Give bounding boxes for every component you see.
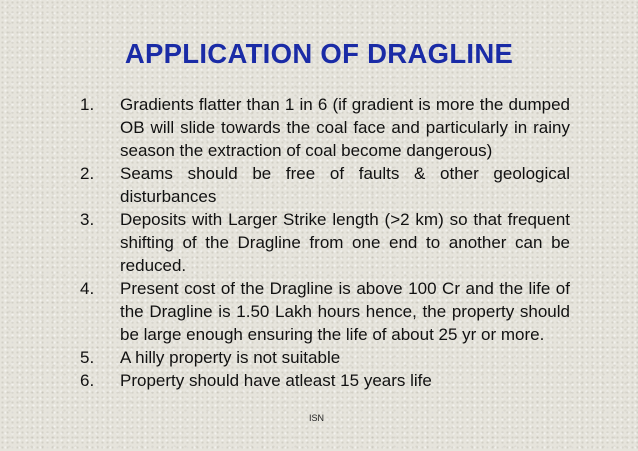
slide-title: APPLICATION OF DRAGLINE	[124, 38, 514, 69]
list-item-number: 2.	[80, 164, 95, 183]
list-item-number: 3.	[80, 210, 95, 229]
list-item-text: Gradients flatter than 1 in 6 (if gradient is more the dumped OB will slide towards the coal face and particularly in rainy season the extraction of coal become dangerous)	[120, 95, 570, 160]
list-item-text: Property should have atleast 15 years life	[120, 371, 432, 390]
list-item-text: Present cost of the Dragline is above 100 Cr and the life of the Dragline is 1.50 Lakh hours hence, the property should be large enough ensuring the life of about 25 yr or more.	[120, 279, 570, 344]
list-item	[0, 346, 638, 369]
list-item-number: 5.	[80, 348, 95, 367]
requirements-list	[0, 93, 638, 392]
list-item-text: Deposits with Larger Strike length (>2 km) so that frequent shifting of the Dragline from one end to another can be reduced.	[120, 210, 570, 275]
list-item	[0, 369, 638, 392]
footer-mark: ISN	[309, 413, 325, 423]
list-item-text: Seams should be free of faults & other geological disturbances	[120, 164, 570, 206]
list-item	[0, 162, 638, 208]
list-item-number: 6.	[80, 371, 95, 390]
list-item-number: 1.	[80, 95, 95, 114]
list-item	[0, 93, 638, 162]
list-item-number: 4.	[80, 279, 95, 298]
list-item-text: A hilly property is not suitable	[120, 348, 341, 367]
list-item	[0, 208, 638, 277]
list-item	[0, 277, 638, 346]
